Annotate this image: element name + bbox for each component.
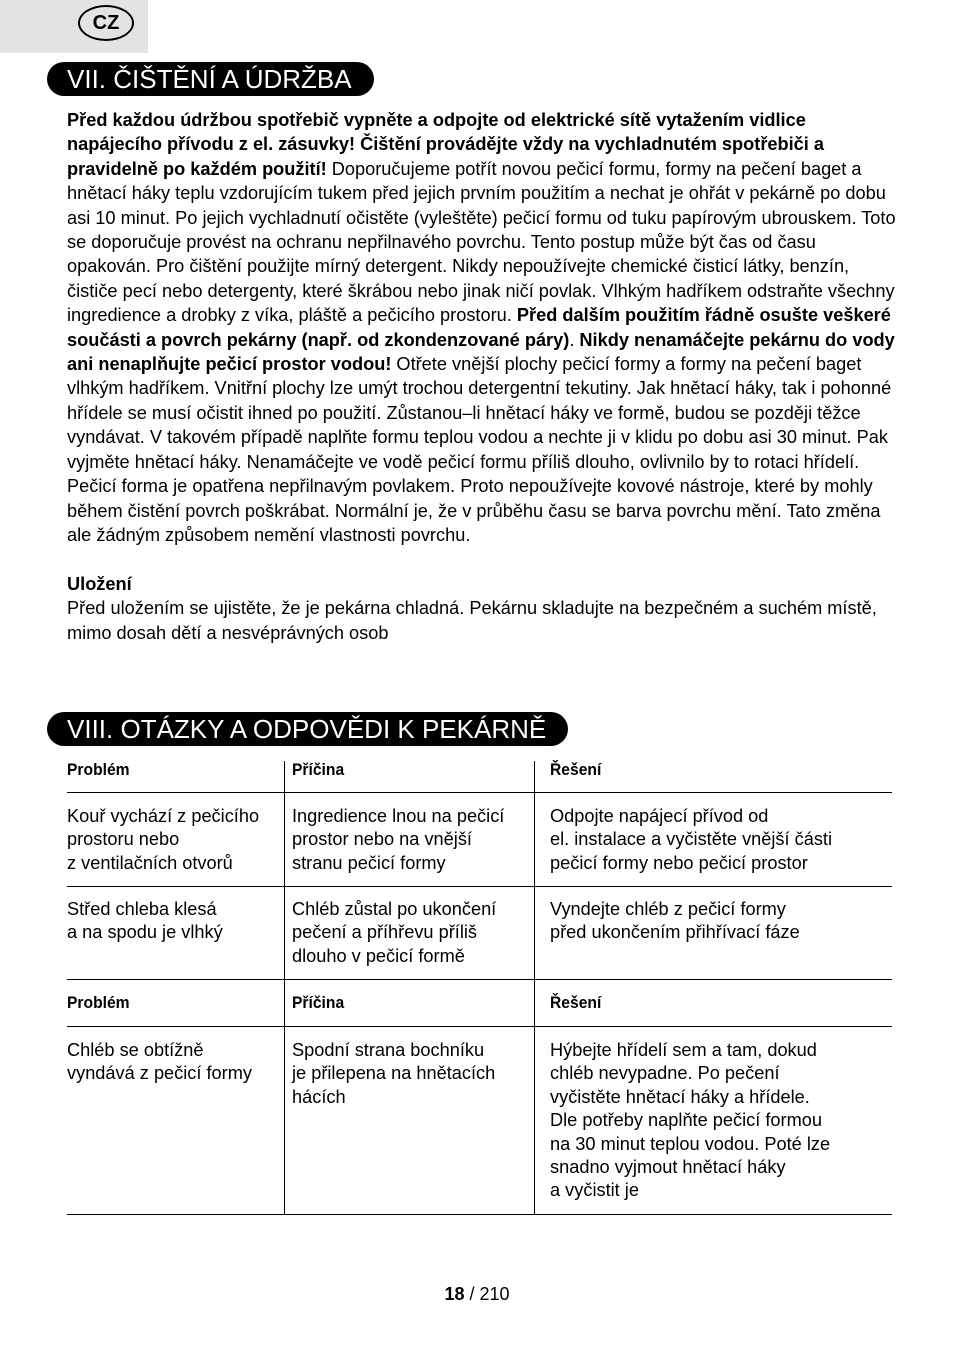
table-divider: [67, 979, 892, 980]
language-badge: CZ: [78, 5, 134, 41]
table-cell: Chléb zůstal po ukončení pečení a příhřevu příliš dlouho v pečicí formě: [292, 899, 497, 966]
page-total: / 210: [464, 1284, 510, 1304]
header-problem: Problém: [67, 760, 130, 779]
table-divider: [67, 792, 892, 793]
table-divider: [67, 1214, 892, 1215]
header-cause: Příčina: [292, 993, 345, 1012]
table-cell: Hýbejte hřídelí sem a tam, dokud chléb nevypadne. Po pečení vyčistěte hnětací háky a hřídele. Dle potřeby naplňte pečicí formou na 30 minut teplou vodou. Poté lze snadno vyjmout hnětací háky a vyčistit je: [550, 1040, 831, 1201]
page-current: 18: [444, 1284, 465, 1304]
table-cell: Kouř vychází z pečicího prostoru nebo z ventilačních otvorů: [67, 806, 260, 873]
header-problem: Problém: [67, 993, 130, 1012]
column-divider: [534, 980, 535, 1214]
header-solution: Řešení: [550, 760, 602, 779]
water-warning: Nikdy nenamáčejte pekárnu do vody ani nenaplňujte pečicí prostor vodou!: [67, 329, 895, 375]
cleaning-instructions: Doporučujeme potřít novou pečicí formu, formy na pečení baget a hnětací háky teplu vzdorujícím tukem před jejich prvním použitím a nechat je ohřát v pekárně po dobu asi 10 minut. Po jejich vychladnutí očistěte (vyleštěte) pečicí formu od tuku papírovým ubrouskem. Toto se doporučuje provést na ochranu nepřilnavého povrchu. Tento postup může být čas od času opakován. Pro čištění použijte mírný detergent. Nikdy nepoužívejte chemické čisticí látky, benzín, čističe pecí nebo detergenty, které škrábou nebo jinak ničí povlak. Vlhkým hadříkem odstraňte všechny ingredience a drobky z víka, pláště a pečicího prostoru.: [67, 158, 896, 326]
column-divider: [284, 980, 285, 1214]
cleaning-warning: Před každou údržbou spotřebič vypněte a odpojte od elektrické sítě vytažením vidlice napájecího přívodu z el. zásuvky! Čištění provádějte vždy na vychladnutém spotřebiči a pravidelně po každém použití!: [67, 110, 825, 179]
section-title-cleaning: VII. ČIŠTĚNÍ A ÚDRŽBA: [47, 62, 374, 96]
column-divider: [284, 761, 285, 979]
table-cell: Chléb se obtížně vyndává z pečicí formy: [67, 1040, 252, 1084]
cleaning-paragraph: [67, 108, 897, 547]
table-cell: Spodní strana bochníku je přilepena na hnětacích hácích: [292, 1040, 496, 1107]
table-divider: [67, 1026, 892, 1027]
table-cell: Ingredience lnou na pečicí prostor nebo na vnější stranu pečicí formy: [292, 806, 505, 873]
punctuation: .: [569, 329, 580, 350]
storage-title: Uložení: [67, 573, 132, 594]
page-number: [0, 1284, 954, 1305]
header-solution: Řešení: [550, 993, 602, 1012]
table-cell: Vyndejte chléb z pečicí formy před ukončením přihřívací fáze: [550, 899, 800, 943]
storage-text: Před uložením se ujistěte, že je pekárna chladná. Pekárnu skladujte na bezpečném a suchém místě, mimo dosah dětí a nesvéprávných osob: [67, 598, 877, 643]
language-tab: [0, 0, 148, 53]
table-cell: Odpojte napájecí přívod od el. instalace a vyčistěte vnější části pečicí formy nebo pečicí prostor: [550, 806, 833, 873]
cleaning-instructions-2: Otřete vnější plochy pečicí formy a formy na pečení baget vlhkým hadříkem. Vnitřní plochy lze umýt trochou detergentní tekutiny. Jak hnětací háky, tak i pohonné hřídele se musí očistit ihned po použití. Zůstanou–li hnětací háky ve formě, budou se později těžce vyndávat. V takovém případě naplňte formu teplou vodou a nechte ji v klidu po dobu asi 30 minut. Pak vyjměte hnětací háky. Nenamáčejte ve vodě pečicí formu příliš dlouho, ovlivnilo by to rotaci hřídelí. Pečicí forma je opatřena nepřilnavým povlakem. Proto nepoužívejte kovové nástroje, které by mohly během čistění povrch poškrábat. Normální je, že v průběhu času se barva povrchu mění. Tato změna ale žádným způsobem nemění vlastnosti povrchu.: [67, 354, 892, 545]
section-title-faq: VIII. OTÁZKY A ODPOVĚDI K PEKÁRNĚ: [47, 712, 568, 746]
table-cell: Střed chleba klesá a na spodu je vlhký: [67, 899, 223, 943]
column-divider: [534, 761, 535, 979]
table-divider: [67, 886, 892, 887]
header-cause: Příčina: [292, 760, 345, 779]
cleaning-text: [67, 108, 897, 645]
drying-warning: Před dalším použitím řádně osušte veškeré součásti a povrch pekárny (např. od zkondenzované páry): [67, 305, 891, 350]
